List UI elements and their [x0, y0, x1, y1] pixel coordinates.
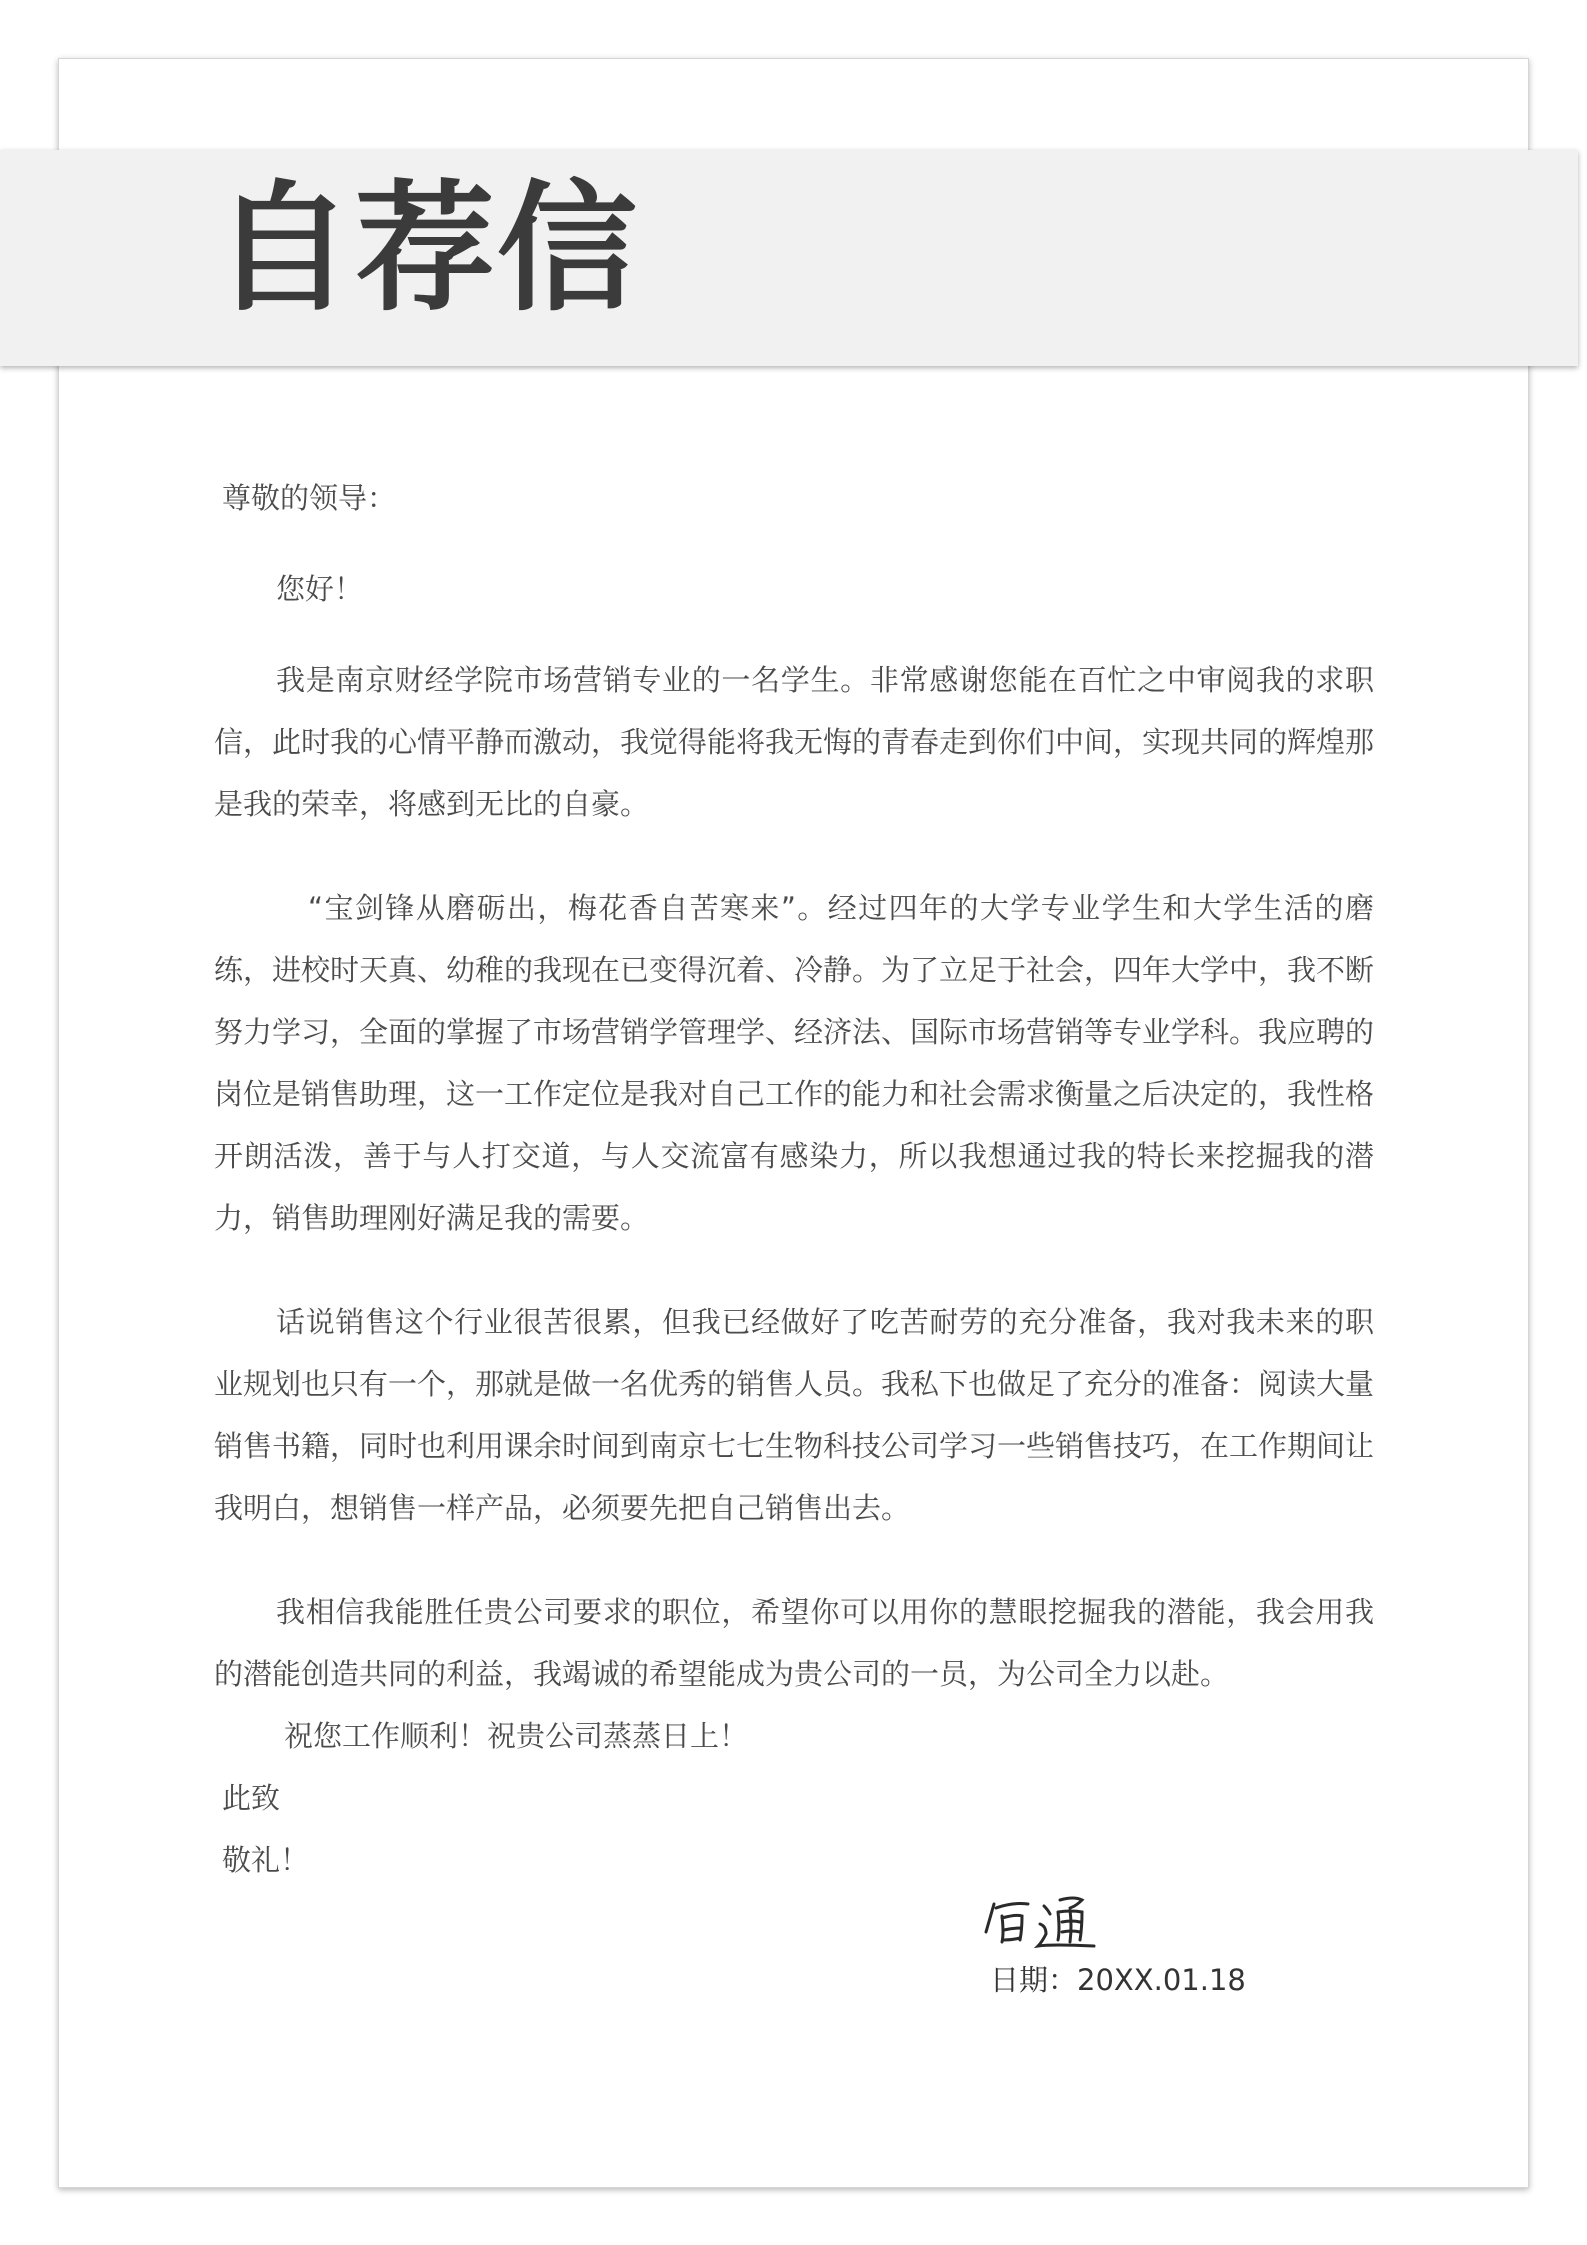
- paragraph-gap: [214, 1539, 1374, 1581]
- handwritten-signature: [982, 1886, 1102, 1956]
- paragraph-3: 话说销售这个行业很苦很累，但我已经做好了吃苦耐劳的充分准备，我对我未来的职业规划也只有一个，那就是做一名优秀的销售人员。我私下也做足了充分的准备：阅读大量销售书籍，同时也利用课余时间到南京七七生物科技公司学习一些销售技巧，在工作期间让我明白，想销售一样产品，必须要先把自己销售出去。: [214, 1305, 1375, 1525]
- paragraph-1: 我是南京财经学院市场营销专业的一名学生。非常感谢您能在百忙之中审阅我的求职信，此时我的心情平静而激动，我觉得能将我无悔的青春走到你们中间，实现共同的辉煌那是我的荣幸，将感到无比的自豪。: [214, 663, 1375, 821]
- paragraph-gap: [214, 1249, 1374, 1291]
- page-title: 自荐信: [213, 168, 640, 331]
- closing-line-2: 敬礼！: [222, 1843, 310, 1877]
- paragraph-2: “宝剑锋从磨砺出，梅花香自苦寒来”。经过四年的大学专业学生和大学生活的磨练，进校时天真、幼稚的我现在已变得沉着、冷静。为了立足于社会，四年大学中，我不断努力学习，全面的掌握了市场营销学管理学、经济法、国际市场营销等专业学科。我应聘的岗位是销售助理，这一工作定位是我对自己工作的能力和社会需求衡量之后决定的，我性格开朗活泼，善于与人打交道，与人交流富有感染力，所以我想通过我的特长来挖掘我的潜力，销售助理刚好满足我的需要。: [214, 891, 1375, 1235]
- paragraph-4: 我相信我能胜任贵公司要求的职位，希望你可以用你的慧眼挖掘我的潜能，我会用我的潜能创造共同的利益，我竭诚的希望能成为贵公司的一员，为公司全力以赴。: [214, 1595, 1374, 1691]
- closing-line-1: 此致: [222, 1781, 281, 1815]
- letter-date: 日期：20XX.01.18: [990, 1963, 1246, 1997]
- letter-body: [214, 438, 1374, 1891]
- wish-line: 祝您工作顺利！祝贵公司蒸蒸日上！: [284, 1719, 749, 1753]
- salutation: 尊敬的领导：: [222, 481, 397, 515]
- paragraph-gap: [214, 835, 1374, 877]
- greeting: 您好！: [276, 572, 364, 606]
